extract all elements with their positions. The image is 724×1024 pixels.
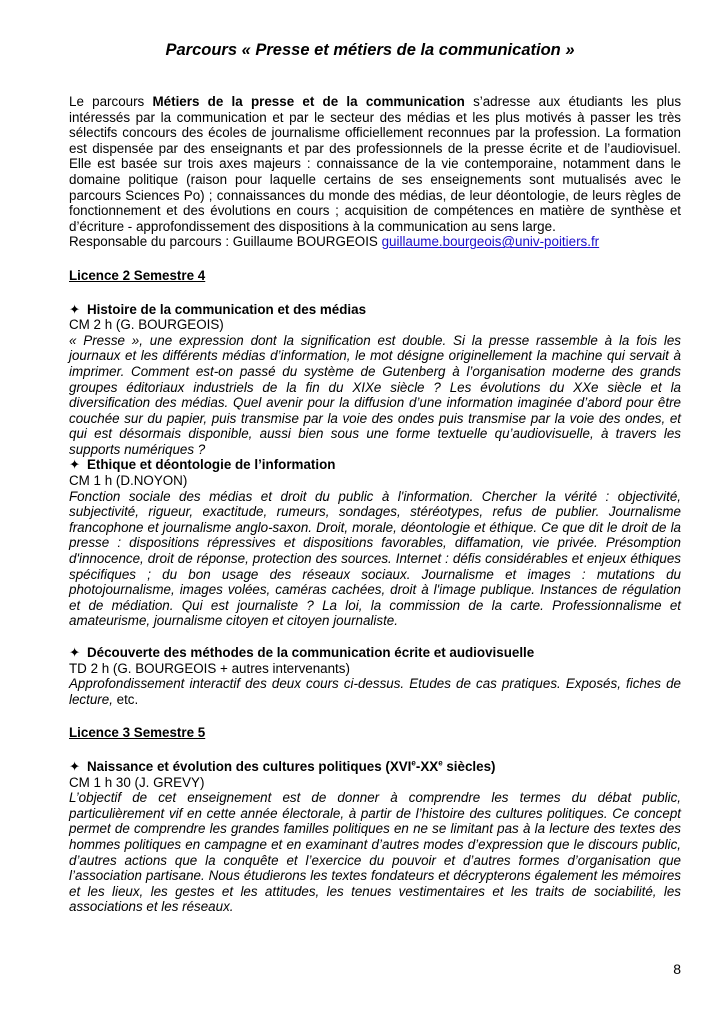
course-title-part-b: -XX <box>415 758 439 774</box>
superscript-e: e <box>438 758 443 768</box>
course-description: L’objectif de cet enseignement est de donner à comprendre les termes du débat public, particulièrement vif en cette année électorale, à partir de l’histoire des cultures politiques. Ce concept permet de comprendre les grandes familles politiques en ne se limitant pas à la lecture des textes des hommes politiques en campagne et en examinant d’autres modes d’expression que le discours public, d’autres actions que la conquête et l’exercice du pouvoir et d’autres formes d’organisation que l’association partisane. Nous étudierons les textes fondateurs et décrypterons également les mémoires et les lieux, les gestes et les attitudes, les tenues vestimentaires et les traits de sociabilité, les associations et les réseaux. <box>69 790 681 915</box>
course-description-wrap <box>69 676 681 707</box>
course-title-text: Histoire de la communication et des médias <box>86 301 367 317</box>
spacer <box>69 629 681 645</box>
course-description-tail: etc. <box>112 691 139 707</box>
star-bullet-icon: ✦ <box>69 301 81 317</box>
course-title <box>69 759 681 775</box>
course-meta: CM 1 h (D.NOYON) <box>69 473 188 489</box>
star-bullet-icon: ✦ <box>69 758 81 774</box>
course-title <box>69 645 681 661</box>
responsable-label: Responsable du parcours : Guillaume BOURGEOIS <box>69 234 382 250</box>
course-histoire-communication <box>69 302 681 458</box>
course-description: « Presse », une expression dont la signification est double. Si la presse rassemble à la fois les journaux et les différents médias d’information, le mot désigne originellement la machine qui servait à imprimer. Comment est-on passé du système de Gutenberg à l’organisation moderne des grands groupes éditoriaux industriels de la fin du XIXe siècle ? Les évolutions du XXe siècle et la diversification des médias. Quel avenir pour la diffusion d’une information imaginée d’abord pour être couchée sur du papier, puis transmise par la voie des ondes puis transmise par la voie des ondes, et qui est désormais disponible, aussi bien sous une forme textuelle qu’audiovisuelle, à travers les supports numériques ? <box>69 332 681 457</box>
section-heading-l2s4: Licence 2 Semestre 4 <box>69 267 206 283</box>
star-bullet-icon: ✦ <box>69 457 81 473</box>
course-title <box>69 457 681 473</box>
intro-paragraph <box>69 94 681 250</box>
star-bullet-icon: ✦ <box>69 645 81 660</box>
course-description: Approfondissement interactif des deux cours ci-dessus. Etudes de cas pratiques. Exposés, fiches de lecture, <box>69 676 681 707</box>
intro-bold: Métiers de la presse et de la communication <box>152 94 465 109</box>
course-meta: CM 2 h (G. BOURGEOIS) <box>69 317 224 333</box>
course-meta: TD 2 h (G. BOURGEOIS + autres intervenants) <box>69 660 350 676</box>
course-meta: CM 1 h 30 (J. GREVY) <box>69 774 205 790</box>
course-title-part-c: siècles) <box>442 758 496 774</box>
section-heading-l3s5: Licence 3 Semestre 5 <box>69 725 206 741</box>
document-page <box>69 40 681 915</box>
course-title-part-a: Naissance et évolution des cultures politiques (XVI <box>86 758 412 774</box>
page-title: Parcours « Presse et métiers de la communication » <box>165 41 575 59</box>
superscript-e: e <box>411 758 416 768</box>
course-cultures-politiques <box>69 759 681 915</box>
course-decouverte-methodes <box>69 645 681 707</box>
course-description: Fonction sociale des médias et droit du public à l'information. Chercher la vérité : objectivité, subjectivité, rigueur, exactitude, rumeurs, sondages, stéréotypes, refus de publier. Journalisme francophone et journalisme anglo-saxon. Droit, morale, déontologie et éthique. Ce que dit le droit de la presse : dispositions répressives et dispositions favorables, diffamation, vie privée. Présomption d'innocence, droit de réponse, protection des sources. Internet : défis considérables et enjeux éthiques spécifiques ; du bon usage des réseaux sociaux. Journalisme et images : mutations du photojournalisme, images volées, caméras cachées, droit à l'image publique. Instances de régulation et de médiation. Qui est journaliste ? La loi, la commission de la carte. Professionnalisme et amateurisme, journalisme citoyen et citoyen journaliste. <box>69 488 681 629</box>
responsable-email-link[interactable]: guillaume.bourgeois@univ-poitiers.fr <box>381 234 600 250</box>
course-ethique-deontologie <box>69 457 681 629</box>
course-title <box>69 302 681 318</box>
page-number: 8 <box>673 961 681 977</box>
intro-text: s’adresse aux étudiants les plus intéressés par la communication et par le secteur des médias et les plus motivés à passer les très sélectifs concours des écoles de journalisme officiellement reconnues par la profession. La formation est dispensée par des enseignants et par des professionnels de la presse écrite et de l’audiovisuel. Elle est basée sur trois axes majeurs : connaissance de la vie contemporaine, notamment dans le domaine politique (raison pour laquelle certains de ses enseignements sont mutualisés avec le parcours Sciences Po) ; connaissances du monde des médias, de leur déontologie, de leurs règles de fonctionnement et des évolutions en cours ; acquisition de compétences en matière de synthèse et d’écriture - approfondissement des dispositions à la communication au sens large. <box>69 94 682 234</box>
intro-prefix: Le parcours <box>69 94 153 109</box>
course-title-text: Découverte des méthodes de la communication écrite et audiovisuelle <box>86 645 535 660</box>
course-title-text: Ethique et déontologie de l’information <box>86 457 336 473</box>
